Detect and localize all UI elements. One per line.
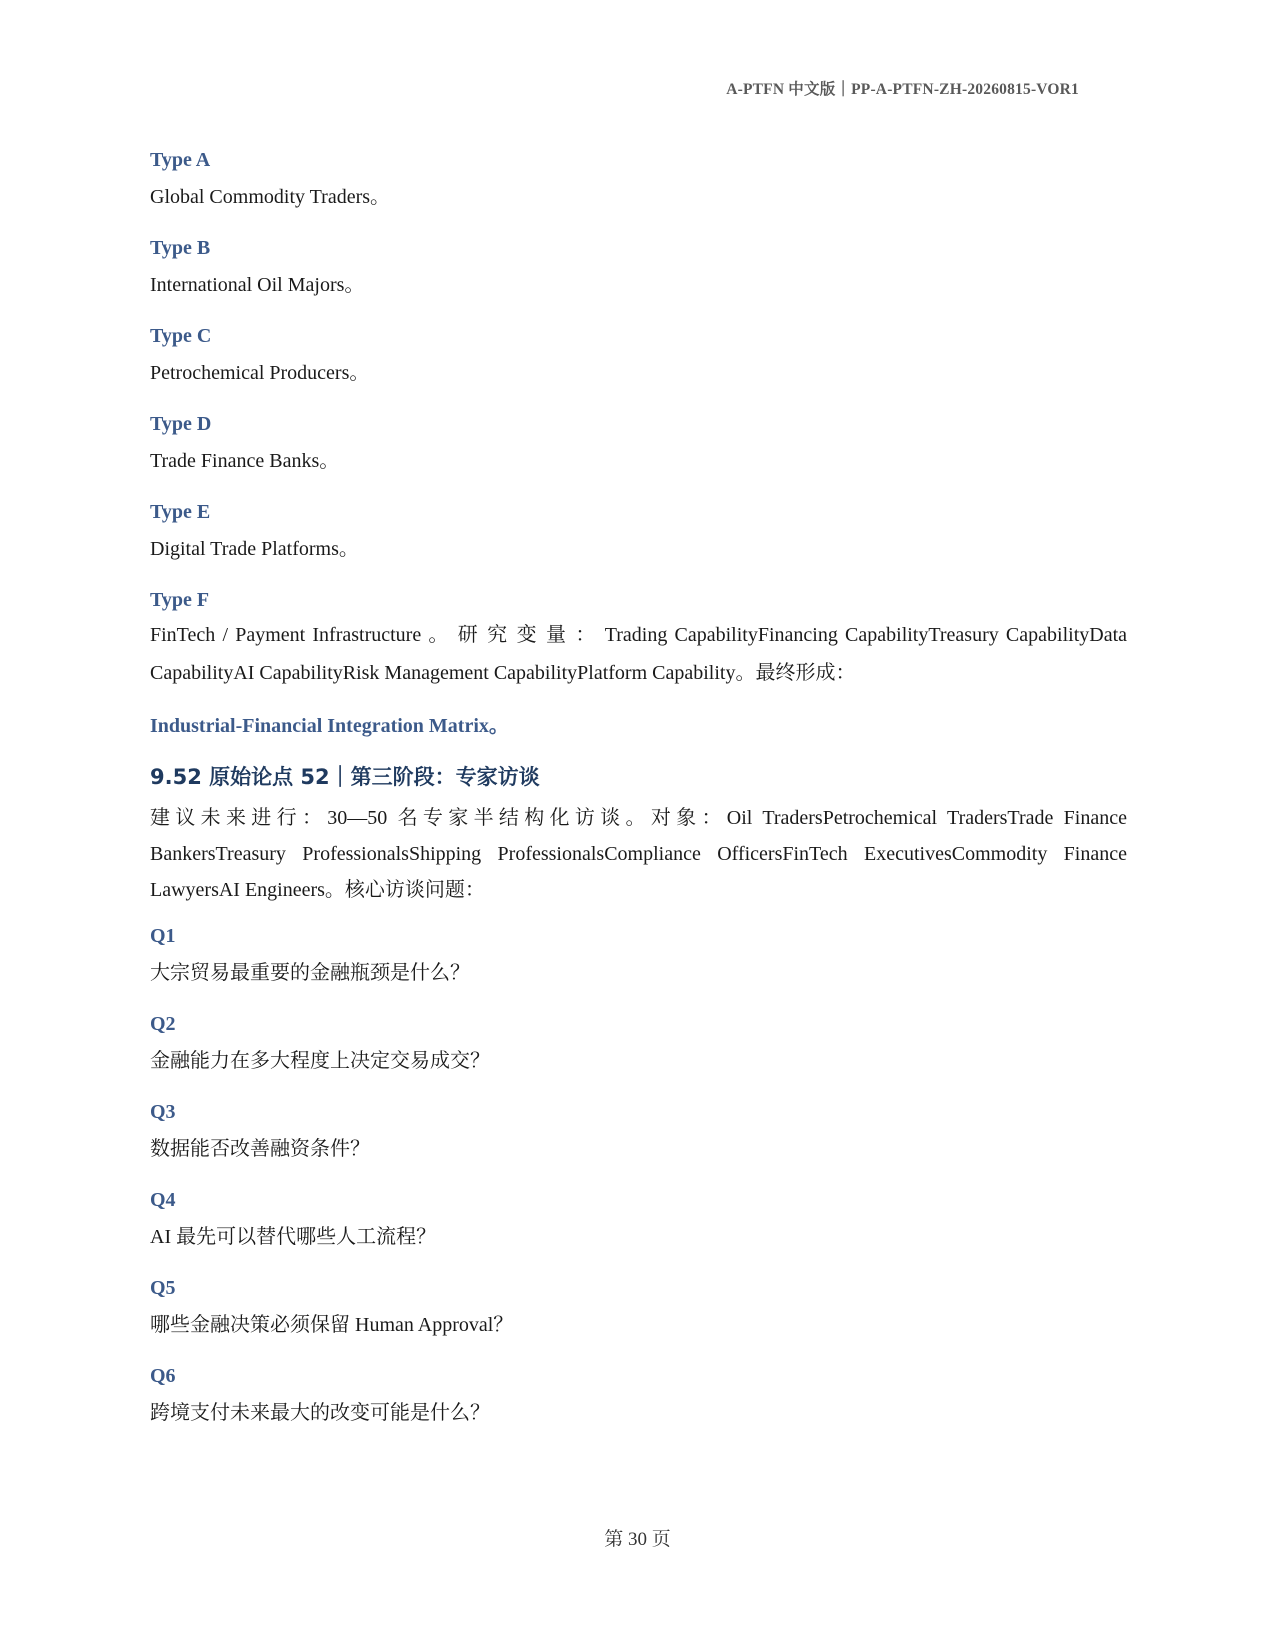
question-item — [150, 1098, 1127, 1163]
type-item — [150, 322, 1127, 387]
section-paragraph: 建议未来进行：30—50 名专家半结构化访谈。对象：Oil TradersPetrochemical TradersTrade Finance BankersTreasury ProfessionalsShipping ProfessionalsCompliance OfficersFinTech ExecutivesCommodity Finance LawyersAI Engineers。核心访谈问题： — [150, 807, 1127, 901]
question-item — [150, 922, 1127, 987]
question-text: 金融能力在多大程度上决定交易成交？ — [150, 1050, 490, 1072]
type-description: Petrochemical Producers。 — [150, 362, 370, 384]
type-f-paragraph: FinTech / Payment Infrastructure 。 研 究 变 量 ： Trading CapabilityFinancing CapabilityTreasury CapabilityData CapabilityAI CapabilityRisk Management CapabilityPlatform Capability。最终形成： — [150, 624, 1127, 684]
question-list — [150, 922, 1127, 1427]
running-header: A-PTFN 中文版｜PP-A-PTFN-ZH-20260815-VOR1 — [726, 81, 1079, 98]
type-description: International Oil Majors。 — [150, 274, 365, 296]
type-item — [150, 234, 1127, 299]
page-content — [150, 146, 1127, 1450]
question-text: 跨境支付未来最大的改变可能是什么？ — [150, 1402, 490, 1424]
section-heading: 9.52 原始论点 52｜第三阶段：专家访谈 — [150, 765, 540, 789]
type-item — [150, 586, 1127, 692]
type-description: Global Commodity Traders。 — [150, 186, 391, 208]
type-description: Trade Finance Banks。 — [150, 450, 340, 472]
type-label: Type D — [150, 413, 212, 435]
type-item — [150, 498, 1127, 563]
question-label: Q5 — [150, 1277, 176, 1299]
question-label: Q3 — [150, 1101, 176, 1123]
question-label: Q4 — [150, 1189, 176, 1211]
question-text: 哪些金融决策必须保留 Human Approval？ — [150, 1314, 514, 1336]
type-label: Type C — [150, 325, 212, 347]
type-label: Type E — [150, 501, 211, 523]
question-label: Q6 — [150, 1365, 176, 1387]
type-label: Type B — [150, 237, 211, 259]
page-number: 第 30 页 — [604, 1529, 671, 1550]
question-item — [150, 1010, 1127, 1075]
type-item — [150, 146, 1127, 211]
question-text: 数据能否改善融资条件？ — [150, 1138, 370, 1160]
question-text: 大宗贸易最重要的金融瓶颈是什么？ — [150, 962, 470, 984]
matrix-line: Industrial-Financial Integration Matrix。 — [150, 715, 509, 737]
type-label: Type F — [150, 589, 210, 611]
question-item — [150, 1274, 1127, 1339]
type-description: Digital Trade Platforms。 — [150, 538, 359, 560]
type-label: Type A — [150, 149, 211, 171]
type-item — [150, 410, 1127, 475]
question-label: Q2 — [150, 1013, 176, 1035]
question-label: Q1 — [150, 925, 176, 947]
question-item — [150, 1362, 1127, 1427]
question-item — [150, 1186, 1127, 1251]
question-text: AI 最先可以替代哪些人工流程？ — [150, 1226, 437, 1248]
